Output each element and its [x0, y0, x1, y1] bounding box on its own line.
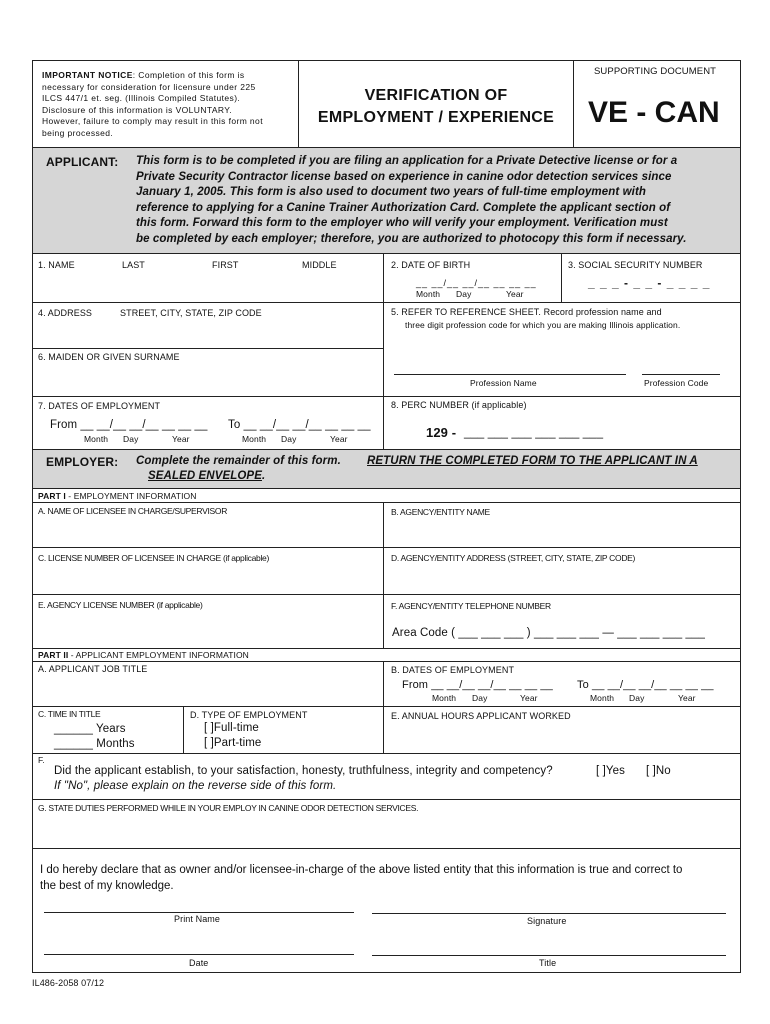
name-middle-label: MIDDLE [302, 260, 337, 270]
agency-name-field[interactable] [386, 519, 738, 545]
supporting-document-label: SUPPORTING DOCUMENT [594, 66, 717, 77]
telephone-field[interactable]: Area Code ( ___ ___ ___ ) ___ ___ ___ — ___ ___ ___ ___ [392, 627, 706, 639]
name-first-label: FIRST [212, 260, 239, 270]
form-id: IL486-2058 07/12 [32, 978, 105, 988]
agency-address-field[interactable] [386, 565, 738, 592]
applicant-label: APPLICANT: [46, 155, 119, 169]
parttime-checkbox[interactable]: [ ]Part-time [204, 737, 262, 749]
employment-from-field[interactable]: From __ __/__ __/__ __ __ __ [50, 419, 208, 431]
name-last-label: LAST [122, 260, 145, 270]
part2-a-label: A. APPLICANT JOB TITLE [38, 664, 148, 674]
perc-number-field[interactable]: ___ ___ ___ ___ ___ ___ [464, 425, 604, 439]
part2-g-label: G. STATE DUTIES PERFORMED WHILE IN YOUR EMPLOY IN CANINE ODOR DETECTION SERVICES. [38, 803, 419, 813]
part1-d-label: D. AGENCY/ENTITY ADDRESS (STREET, CITY, STATE, ZIP CODE) [391, 553, 636, 563]
licensee-name-field[interactable] [34, 518, 382, 545]
print-name-label: Print Name [174, 914, 221, 924]
job-title-field[interactable] [34, 676, 382, 704]
print-name-line[interactable] [44, 912, 354, 913]
name-label: 1. NAME [38, 260, 75, 270]
name-field[interactable] [34, 272, 382, 300]
part2-d-label: D. TYPE OF EMPLOYMENT [190, 710, 308, 720]
part2-to-field[interactable]: To __ __/__ __/__ __ __ __ [577, 679, 714, 691]
form-code: VE - CAN [588, 96, 720, 129]
signature-line[interactable] [372, 913, 726, 914]
maiden-name-field[interactable] [34, 364, 382, 394]
part1-heading: PART I - EMPLOYMENT INFORMATION [38, 491, 197, 501]
part1-e-label: E. AGENCY LICENSE NUMBER (if applicable) [38, 600, 203, 610]
agency-license-field[interactable] [34, 612, 382, 647]
dob-field[interactable]: __ __/__ __/__ __ __ __ [416, 278, 537, 288]
reference-label: 5. REFER TO REFERENCE SHEET. Record profession name and [391, 307, 662, 317]
date-line[interactable] [44, 954, 354, 955]
sealed-envelope: SEALED ENVELOPE. [148, 470, 266, 482]
form-title: VERIFICATION OF EMPLOYMENT / EXPERIENCE [317, 87, 555, 126]
part2-c-label: C. TIME IN TITLE [38, 709, 101, 719]
ssn-field[interactable]: _ _ _ - _ _ - _ _ _ _ [588, 276, 711, 290]
address-field[interactable] [34, 320, 382, 346]
part1-c-label: C. LICENSE NUMBER OF LICENSEE IN CHARGE (if applicable) [38, 553, 270, 563]
signature-label: Signature [527, 916, 567, 926]
dates-of-employment-label: 7. DATES OF EMPLOYMENT [38, 401, 161, 411]
part1-a-label: A. NAME OF LICENSEE IN CHARGE/SUPERVISOR [38, 506, 228, 516]
part1-b-label: B. AGENCY/ENTITY NAME [391, 507, 490, 517]
duties-field[interactable] [34, 815, 738, 846]
part2-b-label: B. DATES OF EMPLOYMENT [391, 665, 515, 675]
profession-name-label: Profession Name [470, 378, 537, 388]
years-field[interactable]: ______ Years [54, 723, 126, 735]
part2-from-field[interactable]: From __ __/__ __/__ __ __ __ [402, 679, 553, 691]
perc-prefix: 129 - [426, 425, 457, 440]
title-line[interactable] [372, 955, 726, 956]
declaration-text: I do hereby declare that as owner and/or licensee-in-charge of the above listed entity that this information is true and correct to the best of my knowledge. [40, 864, 683, 892]
part2-heading: PART II - APPLICANT EMPLOYMENT INFORMATION [38, 650, 249, 660]
perc-number-label: 8. PERC NUMBER (if applicable) [391, 400, 527, 410]
reference-instructions: three digit profession code for which you are making Illinois application. [405, 320, 681, 330]
dob-label: 2. DATE OF BIRTH [391, 260, 471, 270]
profession-code-line[interactable] [642, 374, 720, 375]
employer-label: EMPLOYER: [46, 455, 119, 469]
licensee-number-field[interactable] [34, 565, 382, 592]
fulltime-checkbox[interactable]: [ ]Full-time [204, 722, 259, 734]
yes-checkbox[interactable]: [ ]Yes [596, 765, 625, 777]
title-label: Title [539, 958, 557, 968]
profession-name-line[interactable] [394, 374, 626, 375]
profession-code-label: Profession Code [644, 378, 709, 388]
employment-to-field[interactable]: To __ __/__ __/__ __ __ __ [228, 419, 371, 431]
important-notice: IMPORTANT NOTICE: Completion of this form is necessary for consideration for licensure under 225 ILCS 447/1 et. seg. (Illinois Compiled Statutes). Disclosure of this information is VOLUNTARY. However, failure to comply may result in this form not being processed. [42, 70, 263, 138]
part2-e-label: E. ANNUAL HOURS APPLICANT WORKED [391, 711, 571, 721]
maiden-name-label: 6. MAIDEN OR GIVEN SURNAME [38, 352, 180, 362]
explain-note: If "No", please explain on the reverse side of this form. [54, 780, 337, 792]
return-instructions: RETURN THE COMPLETED FORM TO THE APPLICANT IN A [367, 455, 698, 467]
date-label: Date [189, 958, 209, 968]
applicant-instructions: This form is to be completed if you are filing an application for a Private Detective license or for a Private Security Contractor license based on experience in canine odor detection services since January 1, 2005. This form is also used to document two years of full-time employment with reference to applying for a Canine Trainer Authorization Card. Complete the applicant section of this form. Forward this form to the employer who will verify your employment. Verification must be completed by each employer; therefore, you are authorized to photocopy this form if necessary. [136, 155, 687, 245]
annual-hours-field[interactable] [386, 723, 738, 751]
part1-f-label: F. AGENCY/ENTITY TELEPHONE NUMBER [391, 601, 551, 611]
address-label: 4. ADDRESS [38, 308, 93, 318]
address-parts-label: STREET, CITY, STATE, ZIP CODE [120, 308, 262, 318]
ssn-label: 3. SOCIAL SECURITY NUMBER [568, 260, 703, 270]
months-field[interactable]: ______ Months [54, 738, 135, 750]
part2-f-label: F. [38, 755, 45, 765]
no-checkbox[interactable]: [ ]No [646, 765, 671, 777]
notice-heading: IMPORTANT NOTICE [42, 70, 133, 80]
honesty-question: Did the applicant establish, to your satisfaction, honesty, truthfulness, integrity and competency? [54, 765, 553, 777]
employer-instructions: Complete the remainder of this form. [136, 455, 341, 467]
